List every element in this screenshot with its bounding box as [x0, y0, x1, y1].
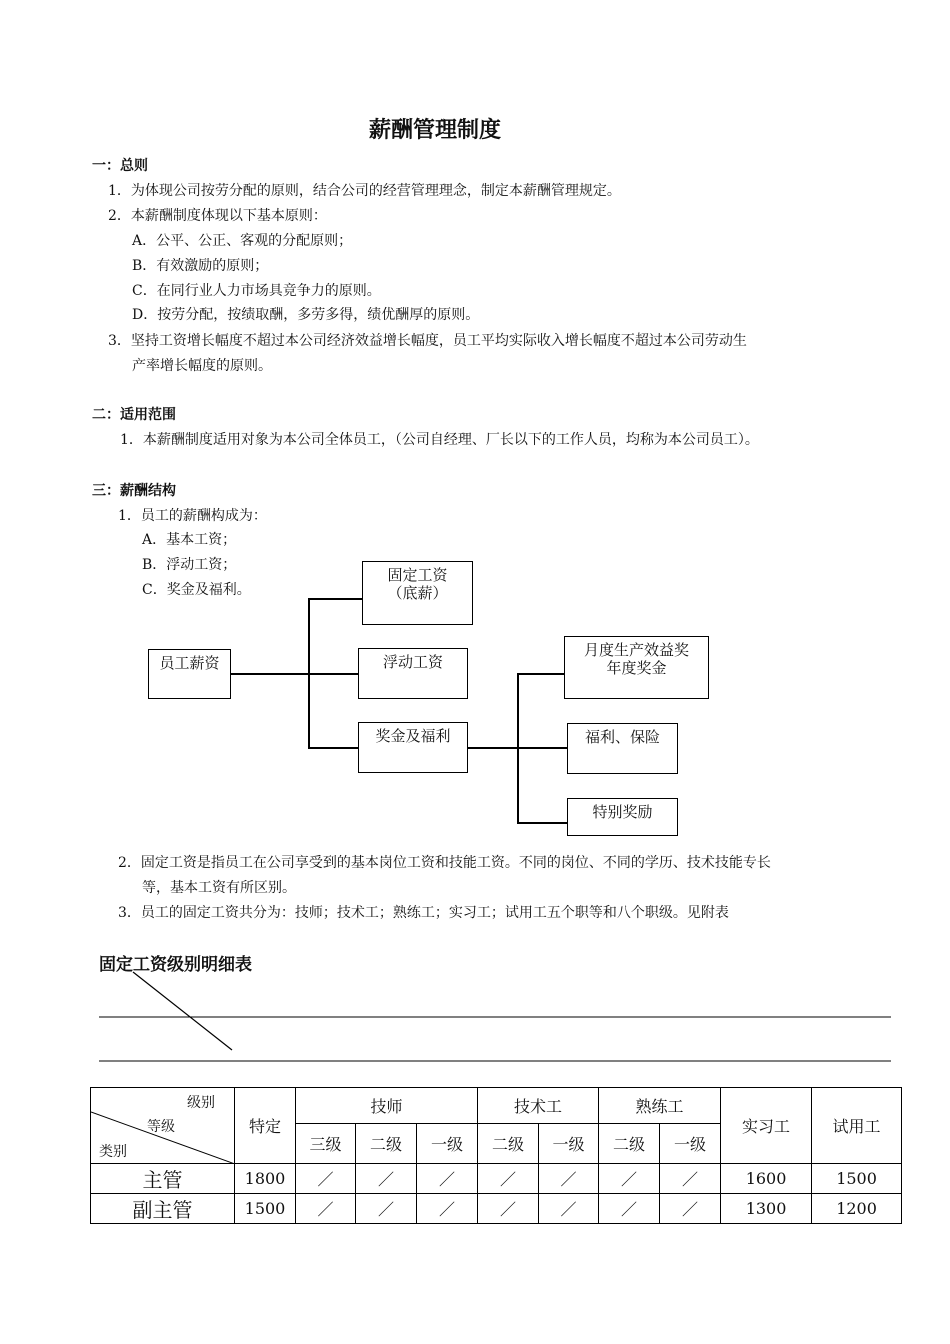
document-title: 薪酬管理制度	[368, 118, 501, 143]
s2-item-1: 1．本薪酬制度适用对象为本公司全体员工，（公司自经理、厂长以下的工作人员，均称为本公司员工）。	[120, 432, 759, 448]
col-header-proficient: 熟练工	[599, 1088, 721, 1124]
cell-grade: ／	[599, 1194, 660, 1224]
cell-special: 1500	[235, 1194, 296, 1224]
s3-component-c: C．奖金及福利。	[142, 582, 251, 598]
cell-grade: ／	[478, 1194, 539, 1224]
cell-special: 1800	[235, 1164, 296, 1194]
s3-component-b: B．浮动工资；	[142, 557, 237, 573]
cell-grade: ／	[539, 1164, 599, 1194]
s3-item-2-line2: 等，基本工资有所区别。	[142, 880, 296, 896]
s1-principle-b: B．有效激励的原则；	[132, 258, 269, 274]
table-row	[91, 1194, 902, 1224]
cell-intern: 1600	[721, 1164, 812, 1194]
s3-component-a: A．基本工资；	[142, 532, 237, 548]
sub-header-cell: 一级	[417, 1124, 478, 1164]
s3-item-1: 1．员工的薪酬构成为：	[118, 508, 267, 524]
table-row	[91, 1164, 902, 1194]
section-3-heading: 三：薪酬结构	[92, 483, 176, 499]
corner-label-level: 级别	[187, 1095, 215, 1111]
salary-grade-table	[90, 1087, 902, 1224]
welfare-insurance-label: 福利、保险	[584, 728, 660, 746]
corner-label-category: 类别	[99, 1144, 127, 1160]
special-reward-label: 特别奖励	[592, 803, 653, 821]
floating-salary-label: 浮动工资	[382, 653, 443, 671]
cell-grade: ／	[417, 1194, 478, 1224]
s3-item-2-line1: 2．固定工资是指员工在公司享受到的基本岗位工资和技能工资。不同的岗位、不同的学历、技术技能专长	[118, 855, 771, 871]
s1-principle-a: A．公平、公正、客观的分配原则；	[132, 233, 353, 249]
s1-principle-d: D．按劳分配，按绩取酬，多劳多得，绩优酬厚的原则。	[132, 307, 480, 323]
col-header-intern: 实习工	[721, 1088, 812, 1164]
col-header-skilled-worker: 技术工	[478, 1088, 599, 1124]
section-1-heading: 一：总则	[92, 158, 148, 174]
table-title: 固定工资级别明细表	[99, 955, 252, 975]
sub-header-cell: 一级	[660, 1124, 721, 1164]
cell-grade: ／	[296, 1194, 356, 1224]
corner-label-grade: 等级	[147, 1119, 175, 1135]
col-header-probation: 试用工	[812, 1088, 902, 1164]
cell-probation: 1500	[812, 1164, 902, 1194]
root-salary-label: 员工薪资	[159, 654, 220, 672]
cell-probation: 1200	[812, 1194, 902, 1224]
s1-item-3-line2: 产率增长幅度的原则。	[132, 358, 272, 374]
s1-item-3-line1: 3．坚持工资增长幅度不超过本公司经济效益增长幅度，员工平均实际收入增长幅度不超过本公司劳动生	[108, 333, 747, 349]
s1-principle-c: C．在同行业人力市场具竞争力的原则。	[132, 283, 381, 299]
cell-grade: ／	[356, 1194, 417, 1224]
cell-grade: ／	[356, 1164, 417, 1194]
cell-intern: 1300	[721, 1194, 812, 1224]
monthly-bonus-label: 月度生产效益奖	[583, 641, 689, 659]
cell-grade: ／	[478, 1164, 539, 1194]
cell-grade: ／	[660, 1194, 721, 1224]
fixed-salary-label: 固定工资	[387, 566, 448, 584]
fixed-salary-sublabel: （底薪）	[387, 584, 448, 602]
annual-bonus-label: 年度奖金	[606, 659, 667, 677]
col-header-technician: 技师	[296, 1088, 478, 1124]
s1-item-1: 1．为体现公司按劳分配的原则，结合公司的经营管理理念，制定本薪酬管理规定。	[108, 183, 621, 199]
col-header-special: 特定	[235, 1088, 296, 1164]
section-2-heading: 二：适用范围	[92, 407, 176, 423]
cell-grade: ／	[539, 1194, 599, 1224]
s1-item-2: 2．本薪酬制度体现以下基本原则：	[108, 208, 327, 224]
row-category: 副主管	[91, 1194, 235, 1224]
cell-grade: ／	[417, 1164, 478, 1194]
cell-grade: ／	[660, 1164, 721, 1194]
cell-grade: ／	[296, 1164, 356, 1194]
corner-header-cell	[91, 1088, 235, 1164]
cell-grade: ／	[599, 1164, 660, 1194]
row-category: 主管	[91, 1164, 235, 1194]
sub-header-cell: 二级	[599, 1124, 660, 1164]
sub-header-cell: 二级	[356, 1124, 417, 1164]
sub-header-cell: 一级	[539, 1124, 599, 1164]
bonus-welfare-label: 奖金及福利	[375, 727, 451, 745]
s3-item-3: 3．员工的固定工资共分为：技师；技术工；熟练工；实习工；试用工五个职等和八个职级。见附表	[118, 905, 729, 921]
sub-header-cell: 二级	[478, 1124, 539, 1164]
sub-header-cell: 三级	[296, 1124, 356, 1164]
